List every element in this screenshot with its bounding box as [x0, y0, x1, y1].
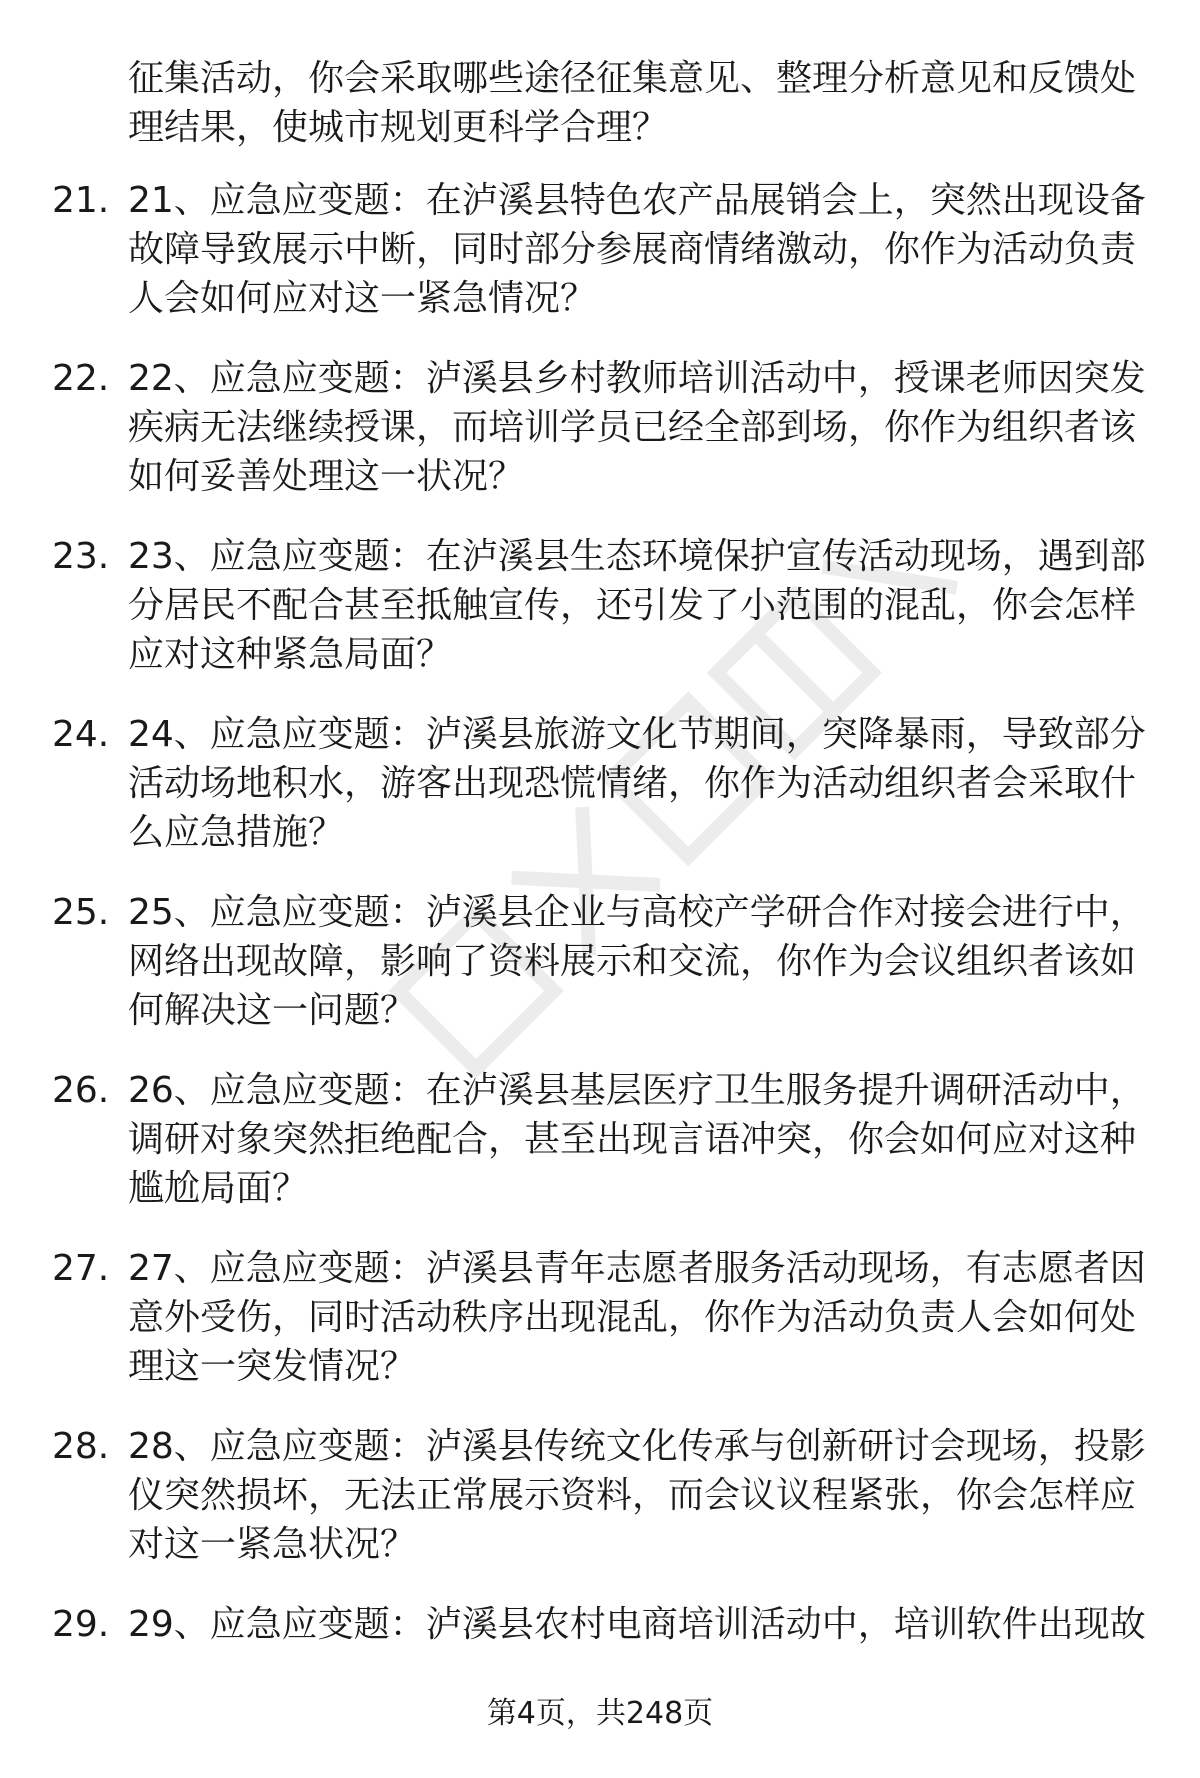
question-number: 22.	[52, 358, 110, 399]
question-number: 28.	[52, 1426, 110, 1467]
question-item	[0, 354, 1200, 532]
question-text: 25、应急应变题：泸溪县企业与高校产学研合作对接会进行中，网络出现故障，影响了资料展示和交流，你作为会议组织者该如何解决这一问题？	[128, 892, 1146, 1031]
question-text: 29、应急应变题：泸溪县农村电商培训活动中，培训软件出现故	[128, 1604, 1146, 1645]
question-number: 23.	[52, 536, 110, 577]
question-text: 27、应急应变题：泸溪县青年志愿者服务活动现场，有志愿者因意外受伤，同时活动秩序出现混乱，你作为活动负责人会如何处理这一突发情况？	[128, 1248, 1146, 1387]
question-item	[0, 176, 1200, 354]
question-item	[0, 1600, 1200, 1778]
question-text: 26、应急应变题：在泸溪县基层医疗卫生服务提升调研活动中，调研对象突然拒绝配合，甚至出现言语冲突，你会如何应对这种尴尬局面？	[128, 1070, 1146, 1209]
question-text: 28、应急应变题：泸溪县传统文化传承与创新研讨会现场，投影仪突然损坏，无法正常展示资料，而会议议程紧张，你会怎样应对这一紧急状况？	[128, 1426, 1146, 1565]
question-text: 22、应急应变题：泸溪县乡村教师培训活动中，授课老师因突发疾病无法继续授课，而培训学员已经全部到场，你作为组织者该如何妥善处理这一状况？	[128, 358, 1146, 497]
question-number: 27.	[52, 1248, 110, 1289]
question-number: 29.	[52, 1604, 110, 1645]
intro-paragraph: 征集活动，你会采取哪些途径征集意见、整理分析意见和反馈处理结果，使城市规划更科学合理？	[128, 58, 1137, 148]
question-text: 24、应急应变题：泸溪县旅游文化节期间，突降暴雨，导致部分活动场地积水，游客出现恐慌情绪，你作为活动组织者会采取什么应急措施？	[128, 714, 1146, 853]
question-number: 25.	[52, 892, 110, 933]
question-number: 26.	[52, 1070, 110, 1111]
question-text: 23、应急应变题：在泸溪县生态环境保护宣传活动现场，遇到部分居民不配合甚至抵触宣传，还引发了小范围的混乱，你会怎样应对这种紧急局面？	[128, 536, 1146, 675]
question-text: 21、应急应变题：在泸溪县特色农产品展销会上，突然出现设备故障导致展示中断，同时部分参展商情绪激动，你作为活动负责人会如何应对这一紧急情况？	[128, 180, 1146, 319]
page-footer: 第4页，共248页	[486, 1696, 714, 1731]
question-item	[0, 1066, 1200, 1244]
question-number: 24.	[52, 714, 110, 755]
question-item	[0, 1244, 1200, 1422]
question-item	[0, 710, 1200, 888]
question-item	[0, 532, 1200, 710]
question-list	[0, 176, 1200, 1778]
question-item	[0, 888, 1200, 1066]
question-item	[0, 1422, 1200, 1600]
question-number: 21.	[52, 180, 110, 221]
